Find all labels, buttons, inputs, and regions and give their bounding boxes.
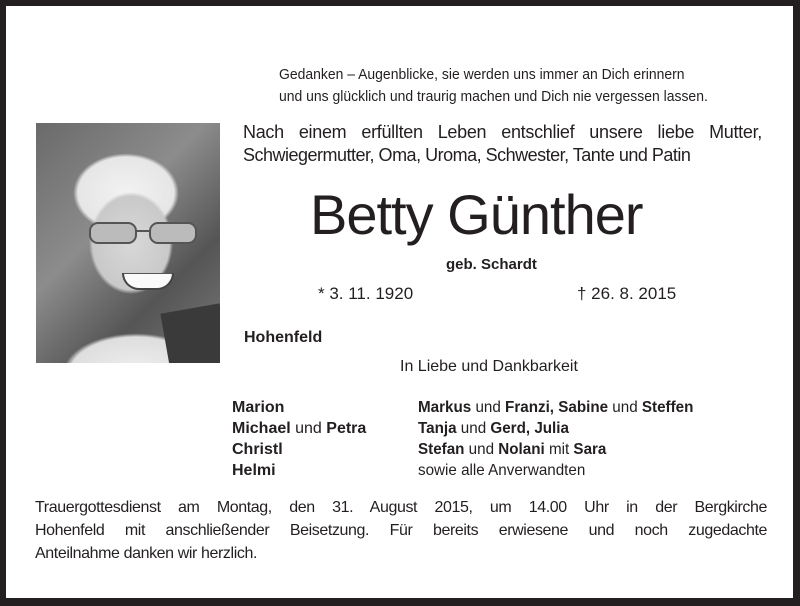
maiden-name: geb. Schardt	[446, 256, 537, 273]
mourner: Sara	[573, 441, 607, 458]
intro-line: Nach einem erfüllten Leben entschlief unsere liebe Mutter,	[243, 122, 762, 142]
dedication: In Liebe und Dankbarkeit	[400, 358, 578, 375]
glasses-graphic	[88, 219, 200, 247]
connector: mit	[544, 441, 574, 458]
mourner: Gerd, Julia	[490, 420, 569, 437]
portrait-photo	[36, 123, 220, 363]
birth-date: * 3. 11. 1920	[318, 284, 414, 303]
place: Hohenfeld	[244, 329, 323, 346]
mourner: Markus	[418, 399, 472, 416]
mourner: Michael	[232, 420, 291, 437]
intro-line: Schwiegermutter, Oma, Uroma, Schwester, Tante und Patin	[243, 145, 691, 165]
mourner: Christl	[232, 441, 283, 458]
mourners-left	[232, 397, 366, 481]
connector: und	[464, 441, 499, 458]
mourner: Stefan	[418, 441, 465, 458]
connector: und	[471, 399, 506, 416]
mourner: Petra	[326, 420, 367, 437]
mourner: Nolani	[498, 441, 545, 458]
connector: und	[290, 420, 327, 437]
motto-line: und uns glücklich und traurig machen und Dich nie vergessen lassen.	[279, 88, 708, 105]
relatives-note: sowie alle Anverwandten	[418, 462, 586, 479]
mourner: Helmi	[232, 462, 276, 479]
deceased-name: Betty Günther	[310, 183, 643, 246]
service-info	[35, 496, 767, 565]
connector: und	[456, 420, 491, 437]
mourner: Tanja	[418, 420, 457, 437]
mourner: Steffen	[641, 399, 694, 416]
motto	[279, 64, 708, 108]
service-line: Anteilnahme danken wir herzlich.	[35, 545, 257, 562]
death-date: † 26. 8. 2015	[577, 284, 677, 303]
mourner: Marion	[232, 399, 285, 416]
mourner: Franzi, Sabine	[505, 399, 609, 416]
smile-graphic	[122, 273, 174, 290]
motto-line: Gedanken – Augenblicke, sie werden uns immer an Dich erinnern	[279, 66, 685, 83]
cardigan-graphic	[160, 303, 220, 363]
service-line: Trauergottesdienst am Montag, den 31. August 2015, um 14.00 Uhr in der Bergkirche	[35, 499, 767, 516]
service-line: Hohenfeld mit anschließender Beisetzung. Für bereits erwiesene und noch zugedachte	[35, 522, 767, 539]
mourners-right	[418, 397, 693, 481]
connector: und	[608, 399, 642, 416]
intro-text	[243, 121, 762, 167]
